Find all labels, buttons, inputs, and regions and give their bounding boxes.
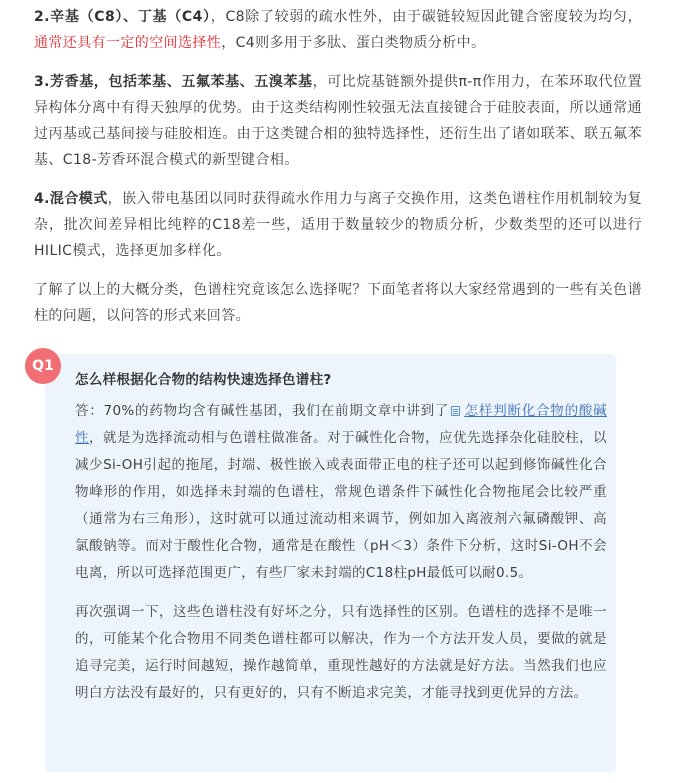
text-intro-qa: 了解了以上的大概分类，色谱柱究竟该怎么选择呢？下面笔者将以大家经常遇到的一些有关色谱柱的问题，以问答的形式来回答。: [34, 282, 642, 324]
acid-base-article-link[interactable]: 怎样判断化合物的酸碱性: [75, 403, 607, 446]
answer-text-before-link: 答：70%的药物均含有碱性基团，我们在前期文章中讲到了: [75, 403, 450, 419]
question-title: 怎么样根据化合物的结构快速选择色谱柱?: [75, 372, 332, 388]
heading-mixed-mode: 4.混合模式: [34, 191, 108, 207]
text-aromatic: ，可比烷基链额外提供π-π作用力，在苯环取代位置异构体分离中有得天独厚的优势。由于这类结构刚性较强无法直接键合于硅胶表面，所以通常通过丙基或己基间接与硅胶相连。由于这类键合相的独特选择性，还衍生出了诸如联苯、联五氟苯基、C18-芳香环混合模式的新型键合相。: [34, 74, 642, 168]
answer-body: [75, 398, 607, 719]
paragraph-intro-qa: [34, 277, 642, 329]
text-mixed-mode: ，嵌入带电基团以同时获得疏水作用力与离子交换作用，这类色谱柱作用机制较为复杂，批次间差异相比纯粹的C18差一些，适用于数量较少的物质分析，少数类型的还可以进行HILIC模式，选择更加多样化。: [34, 191, 642, 259]
qa-card: [32, 354, 616, 772]
answer-text-after-link: ，就是为选择流动相与色谱柱做准备。对于碱性化合物，应优先选择杂化硅胶柱，以减少Si-OH引起的拖尾，封端、极性嵌入或表面带正电的柱子还可以起到修饰碱性化合物峰形的作用，如选择未封端的色谱柱，常规色谱条件下碱性化合物拖尾会比较严重（通常为右三角形），这时就可以通过流动相来调节，例如加入离液剂六氟磷酸钾、高氯酸钠等。而对于酸性化合物，通常是在酸性（pH＜3）条件下分析，这时Si-OH不会电离，所以可选择范围更广，有些厂家未封端的C18柱pH最低可以耐0.5。: [75, 430, 607, 581]
paragraph-octyl-butyl: [34, 4, 642, 56]
question-badge: Q1: [25, 348, 61, 384]
heading-octyl-butyl: 2.辛基（C8）、丁基（C4）: [34, 9, 211, 25]
paragraph-mixed-mode: [34, 186, 642, 264]
answer-paragraph-2: [75, 599, 607, 707]
article-body: [0, 0, 680, 329]
highlight-spatial-selectivity: 通常还具有一定的空间选择性: [34, 35, 222, 51]
article-link-icon: [451, 406, 460, 416]
heading-aromatic: 3.芳香基，包括苯基、五氟苯基、五溴苯基: [34, 74, 313, 90]
text-octyl-butyl-2: ，C4则多用于多肽、蛋白类物质分析中。: [221, 35, 486, 51]
text-octyl-butyl-1: ，C8除了较弱的疏水性外，由于碳链较短因此键合密度较为均匀，: [210, 9, 642, 25]
answer-paragraph-1: [75, 398, 607, 587]
paragraph-aromatic: [34, 69, 642, 173]
answer-text-2: 再次强调一下，这些色谱柱没有好坏之分，只有选择性的区别。色谱柱的选择不是唯一的，可能某个化合物用不同类色谱柱都可以解决，作为一个方法开发人员，要做的就是追寻完美，运行时间越短，操作越简单，重现性越好的方法就是好方法。当然我们也应明白方法没有最好的，只有更好的，只有不断追求完美，才能寻找到更优异的方法。: [75, 604, 607, 701]
